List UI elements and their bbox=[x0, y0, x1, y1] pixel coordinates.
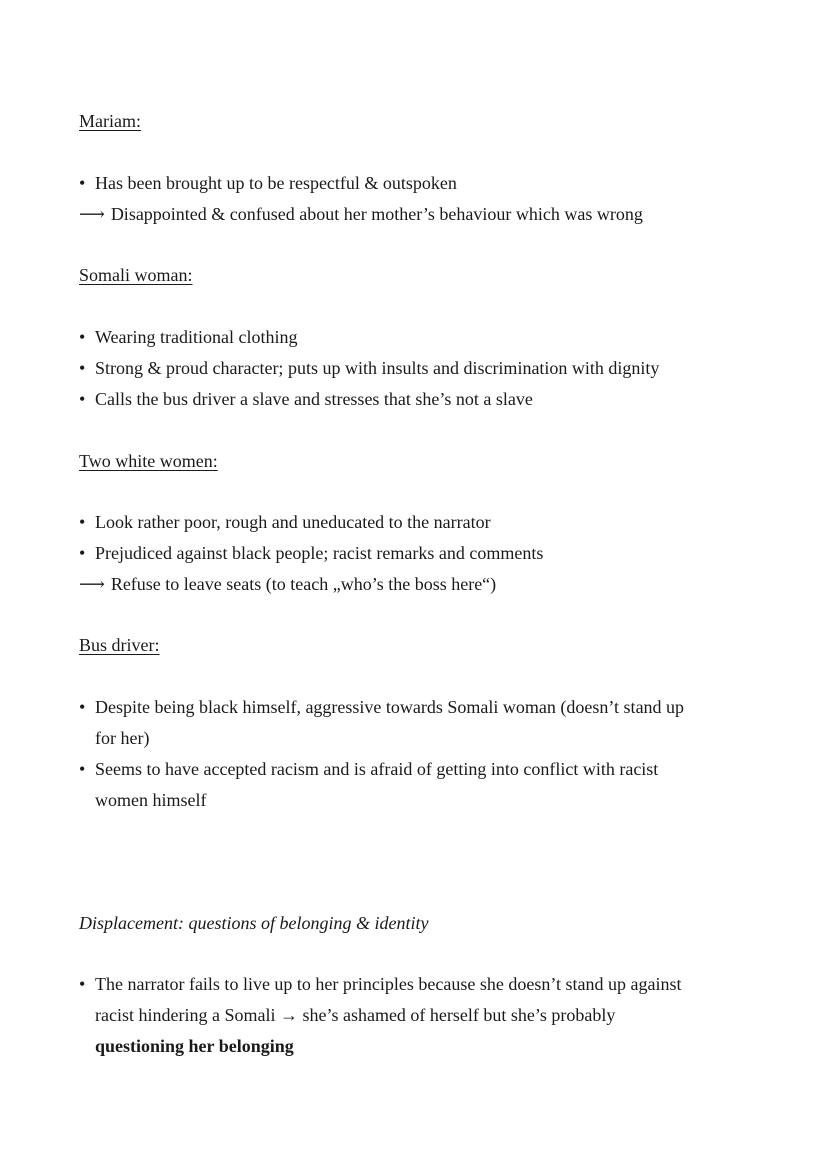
arrow-icon: ⟶ bbox=[79, 204, 105, 224]
displacement-point-1-line-1: The narrator fails to live up to her principles because she doesn’t stand up against bbox=[95, 974, 682, 994]
somali-point-2: Strong & proud character; puts up with insults and discrimination with dignity bbox=[95, 358, 660, 378]
mariam-conclusion bbox=[79, 203, 643, 225]
bullet-icon: • bbox=[79, 759, 86, 779]
bullet-icon: • bbox=[79, 543, 86, 563]
mariam-conclusion-text: Disappointed & confused about her mother’s behaviour which was wrong bbox=[110, 204, 643, 224]
white-women-point-2: Prejudiced against black people; racist remarks and comments bbox=[95, 543, 544, 563]
heading-somali-woman: Somali woman: bbox=[79, 265, 193, 285]
bus-driver-point-1-line-1: Despite being black himself, aggressive towards Somali woman (doesn’t stand up bbox=[95, 697, 685, 717]
bullet-icon: • bbox=[79, 173, 86, 193]
heading-mariam: Mariam: bbox=[79, 111, 141, 131]
mariam-point-1: Has been brought up to be respectful & outspoken bbox=[95, 173, 457, 193]
bus-driver-point-1-line-2: for her) bbox=[95, 728, 150, 748]
somali-point-3: Calls the bus driver a slave and stresses that she’s not a slave bbox=[95, 389, 533, 409]
bullet-icon: • bbox=[79, 389, 86, 409]
white-women-point-1: Look rather poor, rough and uneducated to the narrator bbox=[95, 512, 491, 532]
bullet-icon: • bbox=[79, 974, 86, 994]
bullet-icon: • bbox=[79, 697, 86, 717]
heading-bus-driver: Bus driver: bbox=[79, 635, 160, 655]
heading-displacement: Displacement: questions of belonging & identity bbox=[79, 913, 429, 933]
bullet-icon: • bbox=[79, 512, 86, 532]
displacement-point-1-line-3: questioning her belonging bbox=[95, 1036, 294, 1056]
white-women-conclusion-text: Refuse to leave seats (to teach „who’s the boss here“) bbox=[110, 574, 497, 594]
somali-point-1: Wearing traditional clothing bbox=[95, 327, 298, 347]
bus-driver-point-2-line-1: Seems to have accepted racism and is afraid of getting into conflict with racist bbox=[95, 759, 659, 779]
bullet-icon: • bbox=[79, 327, 86, 347]
bus-driver-point-2-line-2: women himself bbox=[95, 790, 207, 810]
heading-two-white-women: Two white women: bbox=[79, 451, 218, 471]
displacement-point-1-line-2: racist hindering a Somali → she’s ashamed of herself but she’s probably bbox=[95, 1005, 616, 1025]
bullet-icon: • bbox=[79, 358, 86, 378]
arrow-icon: ⟶ bbox=[79, 574, 105, 594]
white-women-conclusion bbox=[79, 573, 496, 595]
